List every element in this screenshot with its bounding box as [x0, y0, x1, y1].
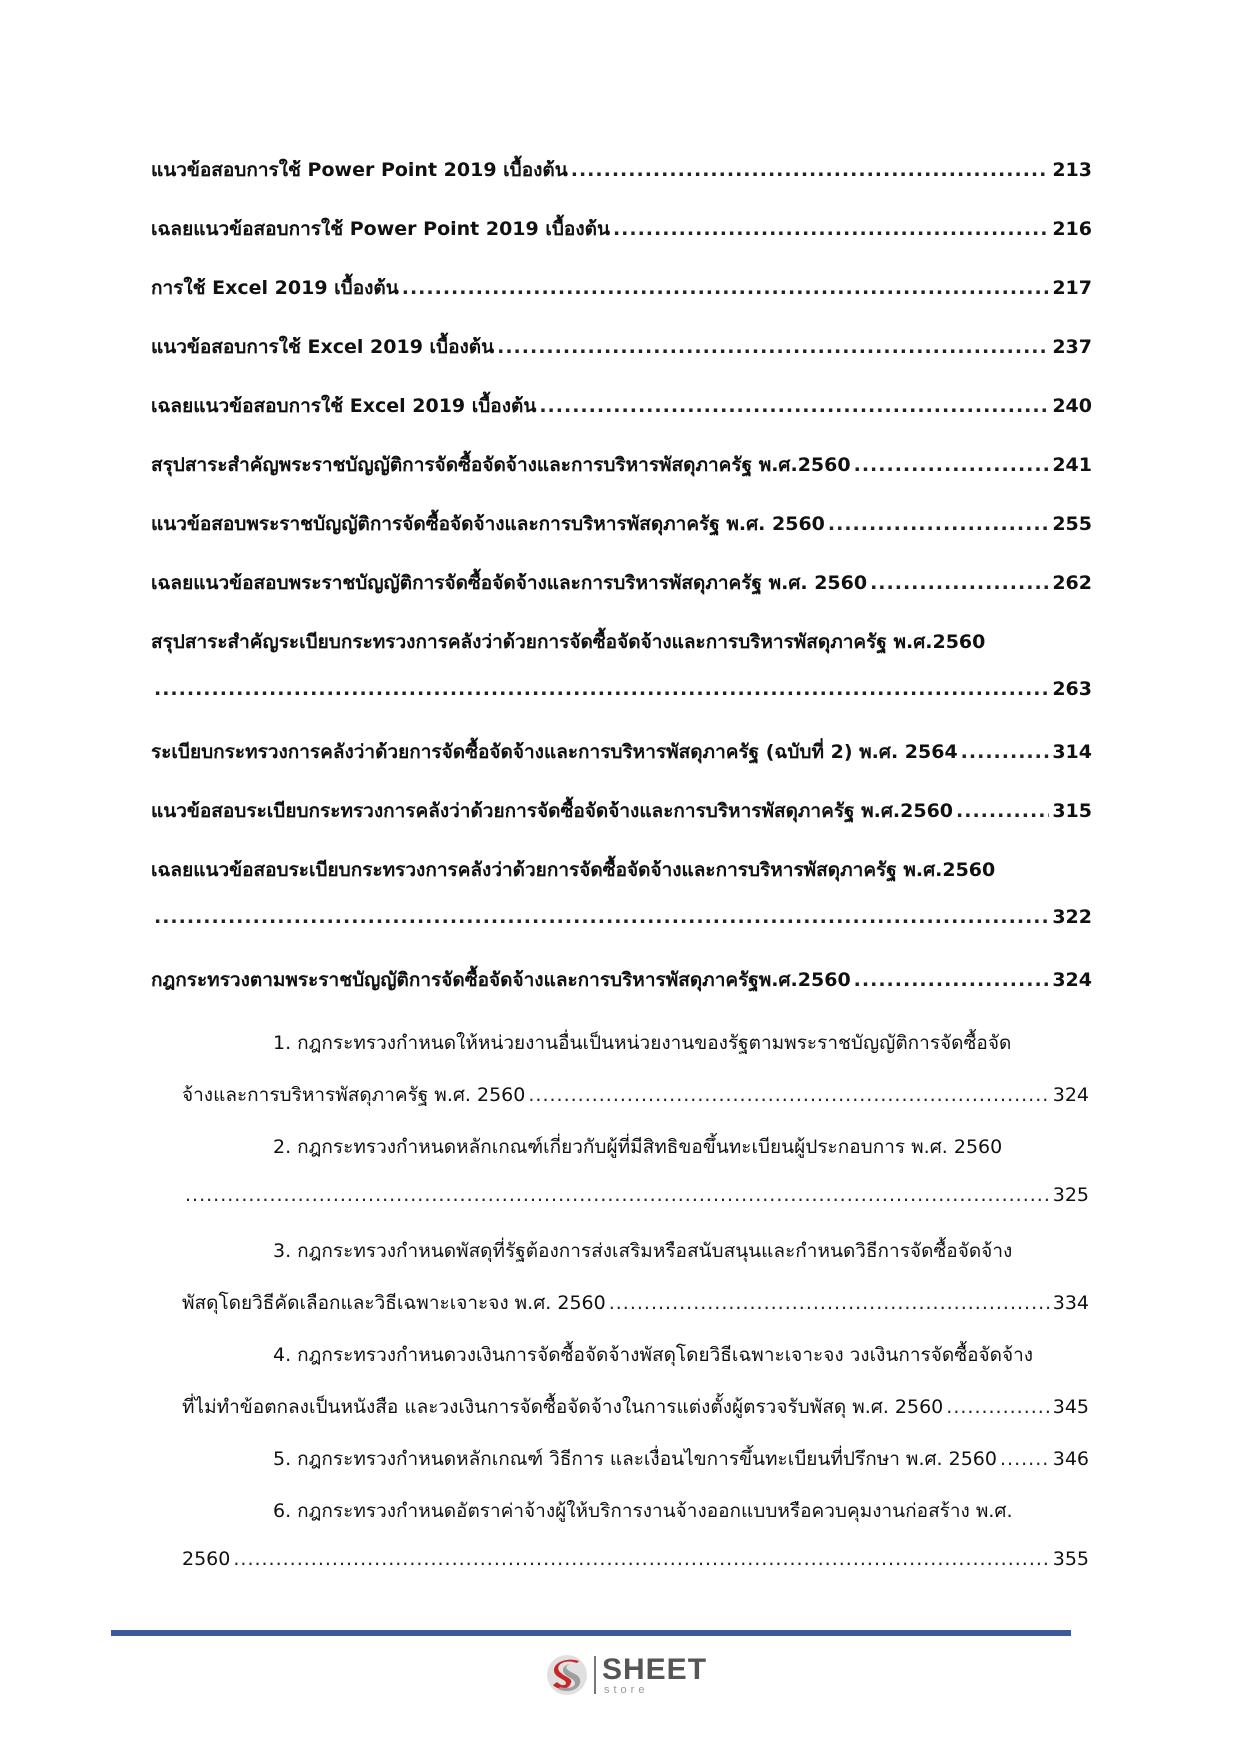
- toc-entry-page: 322: [1052, 906, 1092, 928]
- toc-subentry[interactable]: [273, 1444, 1089, 1478]
- toc-subentry-page: 334: [1052, 1292, 1089, 1314]
- toc-entry-page: 213: [1052, 159, 1092, 181]
- toc-subentry-line1[interactable]: [273, 1132, 1089, 1166]
- toc-subentry-title: 4. กฎกระทรวงกำหนดวงเงินการจัดซื้อจัดจ้างพัสดุโดยวิธีเฉพาะเจาะจง วงเงินการจัดซื้อจัดจ้าง: [273, 1344, 1034, 1366]
- toc-entry-page: 314: [1052, 741, 1092, 763]
- toc-entry-page: 324: [1052, 969, 1092, 991]
- sheet-store-logo-icon: [544, 1652, 590, 1698]
- toc-entry[interactable]: [151, 965, 1092, 999]
- toc-subentry-line2[interactable]: [182, 1080, 1089, 1114]
- toc-subentry-page: 346: [1052, 1448, 1089, 1470]
- toc-entry-title: แนวข้อสอบพระราชบัญญัติการจัดซื้อจัดจ้างและการบริหารพัสดุภาครัฐ พ.ศ. 2560: [151, 513, 825, 535]
- toc-subentry-page: 355: [1052, 1548, 1089, 1570]
- leader-dots: [233, 1548, 1049, 1570]
- toc-entry-title: เฉลยแนวข้อสอบการใช้ Excel 2019 เบื้องต้น: [151, 395, 537, 417]
- leader-dots: [828, 513, 1049, 535]
- leader-dots: [154, 678, 1049, 700]
- leader-dots: [539, 395, 1049, 417]
- leader-dots: [946, 1396, 1049, 1418]
- footer-rule: [111, 1630, 1071, 1636]
- toc-entry-page: 237: [1052, 336, 1092, 358]
- toc-entry-page: 255: [1052, 513, 1092, 535]
- toc-subentry-title-cont: 2560: [182, 1548, 231, 1570]
- leader-dots: [1000, 1448, 1050, 1470]
- toc-entry-title: ระเบียบกระทรวงการคลังว่าด้วยการจัดซื้อจัดจ้างและการบริหารพัสดุภาครัฐ (ฉบับที่ 2) พ.ศ. 2564: [151, 741, 958, 763]
- toc-subentry-line1[interactable]: [273, 1028, 1089, 1062]
- toc-subentry-line2[interactable]: [182, 1288, 1089, 1322]
- leader-dots: [870, 572, 1049, 594]
- leader-dots: [956, 800, 1049, 822]
- toc-entry-title: แนวข้อสอบการใช้ Power Point 2019 เบื้องต้น: [151, 159, 568, 181]
- toc-entry-title: การใช้ Excel 2019 เบื้องต้น: [151, 277, 399, 299]
- leader-dots: [613, 218, 1049, 240]
- toc-entry-title: สรุปสาระสำคัญระเบียบกระทรวงการคลังว่าด้วยการจัดซื้อจัดจ้างและการบริหารพัสดุภาครัฐ พ.ศ.2560: [151, 631, 986, 653]
- toc-entry-page: 216: [1052, 218, 1092, 240]
- toc-subentry-title: 2. กฎกระทรวงกำหนดหลักเกณฑ์เกี่ยวกับผู้ที่มีสิทธิขอขึ้นทะเบียนผู้ประกอบการ พ.ศ. 2560: [273, 1136, 1003, 1158]
- toc-entry-page: 263: [1052, 678, 1092, 700]
- toc-entry-title: แนวข้อสอบระเบียบกระทรวงการคลังว่าด้วยการจัดซื้อจัดจ้างและการบริหารพัสดุภาครัฐ พ.ศ.2560: [151, 800, 954, 822]
- logo-wordmark: [602, 1652, 708, 1696]
- toc-subentry-title: 1. กฎกระทรวงกำหนดให้หน่วยงานอื่นเป็นหน่วยงานของรัฐตามพระราชบัญญัติการจัดซื้อจัด: [273, 1032, 1012, 1054]
- toc-entry[interactable]: [151, 155, 1092, 189]
- footer-logo: [544, 1652, 714, 1698]
- logo-brand-sub: store: [604, 1683, 649, 1696]
- toc-subentry-title: 6. กฎกระทรวงกำหนดอัตราค่าจ้างผู้ให้บริการงานจ้างออกแบบหรือควบคุมงานก่อสร้าง พ.ศ.: [273, 1500, 1013, 1522]
- toc-subentry-title-cont: จ้างและการบริหารพัสดุภาครัฐ พ.ศ. 2560: [182, 1084, 526, 1106]
- toc-entry-line2[interactable]: [151, 906, 1092, 940]
- leader-dots: [854, 969, 1050, 991]
- toc-entry-line1[interactable]: [151, 855, 1092, 889]
- toc-subentry-title: 5. กฎกระทรวงกำหนดหลักเกณฑ์ วิธีการ และเงื่อนไขการขึ้นทะเบียนที่ปรึกษา พ.ศ. 2560: [273, 1448, 997, 1470]
- toc-entry[interactable]: [151, 214, 1092, 248]
- toc-entry-page: 315: [1052, 800, 1092, 822]
- toc-entry[interactable]: [151, 332, 1092, 366]
- toc-entry-line1[interactable]: [151, 627, 1092, 661]
- toc-entry-title: เฉลยแนวข้อสอบระเบียบกระทรวงการคลังว่าด้วยการจัดซื้อจัดจ้างและการบริหารพัสดุภาครัฐ พ.ศ.2560: [151, 859, 996, 881]
- leader-dots: [402, 277, 1050, 299]
- toc-entry[interactable]: [151, 509, 1092, 543]
- toc-entry-title: เฉลยแนวข้อสอบพระราชบัญญัติการจัดซื้อจัดจ้างและการบริหารพัสดุภาครัฐ พ.ศ. 2560: [151, 572, 868, 594]
- toc-subentry-line1[interactable]: [273, 1496, 1089, 1530]
- leader-dots: [528, 1084, 1049, 1106]
- leader-dots: [961, 741, 1050, 763]
- toc-entry-line2[interactable]: [151, 678, 1092, 712]
- toc-entry-page: 217: [1052, 277, 1092, 299]
- logo-brand: SHEET: [602, 1652, 708, 1686]
- toc-entry-page: 240: [1052, 395, 1092, 417]
- toc-entry[interactable]: [151, 391, 1092, 425]
- toc-entry-page: 241: [1052, 454, 1092, 476]
- toc-entry-page: 262: [1052, 572, 1092, 594]
- toc-subentry-line2[interactable]: [182, 1548, 1089, 1582]
- toc-entry-title: กฎกระทรวงตามพระราชบัญญัติการจัดซื้อจัดจ้างและการบริหารพัสดุภาครัฐพ.ศ.2560: [151, 969, 851, 991]
- toc-subentry-page: 325: [1052, 1184, 1089, 1206]
- leader-dots: [185, 1184, 1050, 1206]
- toc-entry[interactable]: [151, 450, 1092, 484]
- toc-subentry-page: 345: [1052, 1396, 1089, 1418]
- toc-subentry-line2[interactable]: [182, 1392, 1089, 1426]
- toc-entry[interactable]: [151, 737, 1092, 771]
- toc-subentry-title-cont: ที่ไม่ทำข้อตกลงเป็นหนังสือ และวงเงินการจัดซื้อจัดจ้างในการแต่งตั้งผู้ตรวจรับพัสดุ พ.ศ. 2560: [182, 1396, 944, 1418]
- leader-dots: [571, 159, 1050, 181]
- leader-dots: [497, 336, 1049, 358]
- toc-entry[interactable]: [151, 273, 1092, 307]
- leader-dots: [154, 906, 1049, 928]
- toc-subentry-line1[interactable]: [273, 1236, 1089, 1270]
- logo-separator: [594, 1656, 596, 1694]
- toc-entry[interactable]: [151, 796, 1092, 830]
- leader-dots: [609, 1292, 1050, 1314]
- toc-subentry-page: 324: [1052, 1084, 1089, 1106]
- toc-entry-title: สรุปสาระสำคัญพระราชบัญญัติการจัดซื้อจัดจ้างและการบริหารพัสดุภาครัฐ พ.ศ.2560: [151, 454, 851, 476]
- toc-entry[interactable]: [151, 568, 1092, 602]
- leader-dots: [854, 454, 1050, 476]
- toc-subentry-title: 3. กฎกระทรวงกำหนดพัสดุที่รัฐต้องการส่งเสริมหรือสนับสนุนและกำหนดวิธีการจัดซื้อจัดจ้าง: [273, 1240, 1013, 1262]
- toc-entry-title: เฉลยแนวข้อสอบการใช้ Power Point 2019 เบื้องต้น: [151, 218, 610, 240]
- toc-entry-title: แนวข้อสอบการใช้ Excel 2019 เบื้องต้น: [151, 336, 495, 358]
- toc-subentry-title-cont: พัสดุโดยวิธีคัดเลือกและวิธีเฉพาะเจาะจง พ.ศ. 2560: [182, 1292, 606, 1314]
- toc-subentry-line2[interactable]: [182, 1184, 1089, 1218]
- toc-subentry-line1[interactable]: [273, 1340, 1089, 1374]
